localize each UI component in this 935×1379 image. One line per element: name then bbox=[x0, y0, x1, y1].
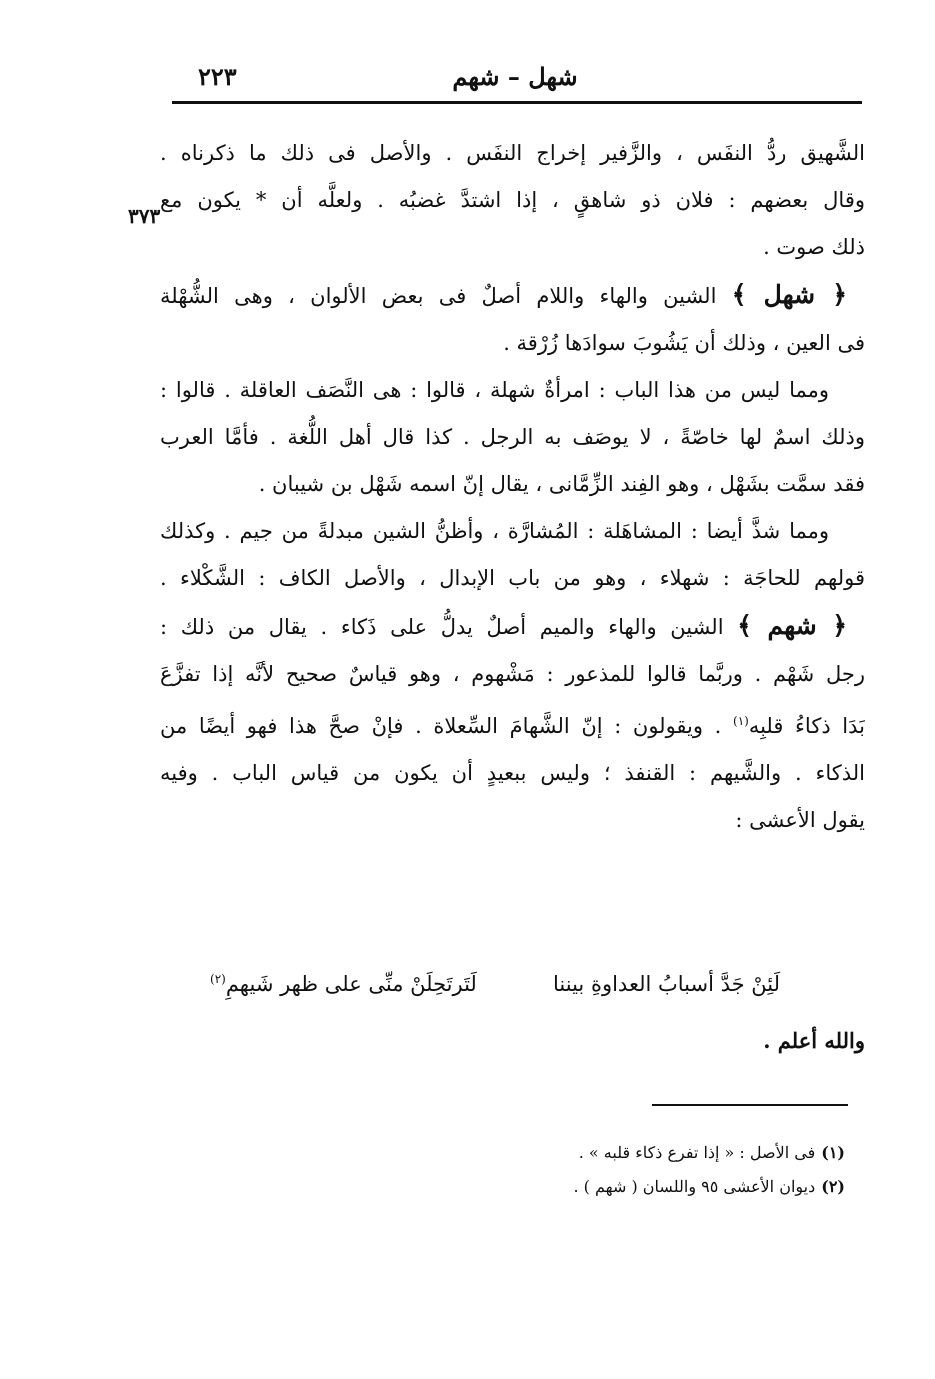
text-line: وذلك اسمٌ لها خاصّةً ، لا يوصَف به الرجل . كذا قال أهل اللُّغة . فأمَّا العرب bbox=[160, 425, 865, 449]
running-title: شهل – شهم bbox=[452, 62, 578, 91]
main-text bbox=[160, 130, 865, 844]
footnote-text: فى الأصل : « إذا تفرع ذكاء قلبه » . bbox=[578, 1143, 816, 1162]
footnote-1 bbox=[400, 1136, 845, 1170]
header-rule bbox=[172, 101, 862, 104]
closing-phrase: والله أعلم . bbox=[763, 1028, 865, 1053]
footnote-text: ديوان الأعشى ٩٥ واللسان ( شهم ) . bbox=[573, 1177, 816, 1196]
text-segment: بَدَا ذكاءُ قلبِه bbox=[748, 714, 865, 738]
text-line: رجل شَهْم . وربَّما قالوا للمذعور : مَشْهوم ، وهو قياسٌ صحيح لأنَّه إذا تفزَّعَ bbox=[160, 662, 865, 686]
footnote-number: (٢) bbox=[821, 1177, 845, 1196]
poetry-verse bbox=[170, 964, 810, 1011]
text-line: الشَّهيق ردُّ النفَس ، والزَّفير إخراج النفَس . والأصل فى ذلك ما ذكرناه . bbox=[160, 141, 865, 165]
entry-headword-shahm: ﴿ شهم ﴾ bbox=[737, 611, 847, 640]
text-line: قولهم للحاجَة : شهلاء ، وهو من باب الإبدال ، والأصل الكاف : الشَّكْلاء . bbox=[160, 566, 865, 590]
page-number: ٢٢٣ bbox=[198, 62, 237, 91]
verse-first-hemistich: لَئِنْ جَدَّ أسبابُ العداوةِ بيننا bbox=[553, 972, 780, 996]
footnote-marker: (٢) bbox=[210, 972, 226, 986]
verse-second-hemistich bbox=[210, 972, 477, 996]
text-segment: . ويقولون : إنّ الشَّهامَ السِّعلاة . فإنْ صحَّ هذا فهو أيضًا من bbox=[160, 714, 722, 738]
entry-text: الشين والهاء واللام أصلٌ فى بعض الألوان ، وهى الشُّهْلة bbox=[160, 284, 717, 308]
entry-shahm-line bbox=[160, 602, 865, 651]
text-line: يقول الأعشى : bbox=[735, 808, 865, 832]
text-line: الذكاء . والشَّيهم : القنفذ ؛ وليس ببعيدٍ أن يكون من قياس الباب . وفيه bbox=[160, 761, 865, 785]
margin-reference-number: ٣٧٣ bbox=[128, 204, 161, 228]
text-line: فقد سمَّت بشَهْل ، وهو الفِند الزِّمَّانى ، يقال إنّ اسمه شَهْل بن شيبان . bbox=[258, 472, 865, 496]
text-line: فى العين ، وذلك أن يَشُوبَ سوادَها زُرْقة . bbox=[503, 331, 865, 355]
text-line: ومما شذَّ أيضا : المشاهَلة : المُشارَّة ، وأظنُّ الشين مبدلةً من جيم . وكذلك bbox=[160, 519, 829, 543]
entry-text: الشين والهاء والميم أصلٌ يدلُّ على ذَكاء . يقال من ذلك : bbox=[160, 615, 724, 639]
verse-text: لَتَرتَحِلَنْ منِّى على ظهر شَيهمِ bbox=[225, 972, 477, 996]
footnote-marker: (١) bbox=[733, 714, 749, 728]
entry-shahal-line bbox=[160, 271, 865, 320]
footnote-number: (١) bbox=[821, 1143, 845, 1162]
text-line: ذلك صوت . bbox=[763, 235, 865, 259]
running-head bbox=[180, 58, 850, 98]
footnote-rule bbox=[652, 1104, 848, 1106]
text-line: وقال بعضهم : فلان ذو شاهقٍ ، إذا اشتدَّ غضبُه . ولعلَّه أن * يكون مع bbox=[160, 188, 865, 212]
text-line: ومما ليس من هذا الباب : امرأةٌ شهلة ، قالوا : هى النَّصَف العاقلة . قالوا : bbox=[160, 378, 829, 402]
footnotes bbox=[400, 1136, 845, 1204]
entry-headword-shahal: ﴿ شهل ﴾ bbox=[731, 280, 847, 309]
footnote-2 bbox=[400, 1170, 845, 1204]
text-line bbox=[160, 698, 865, 750]
